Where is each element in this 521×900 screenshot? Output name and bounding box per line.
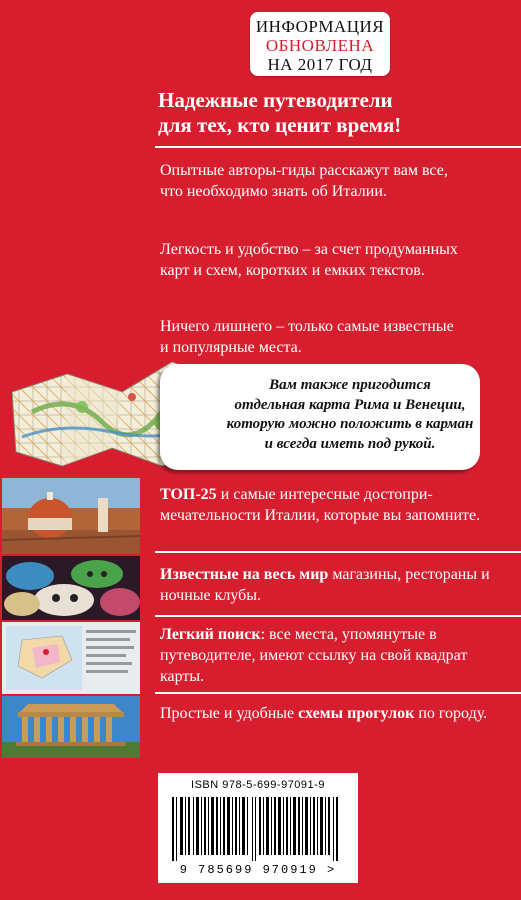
- divider-line: [155, 146, 521, 148]
- paragraph-ease: Легкость и удобство – за счет продуманных карт и схем, коротких и емких текстов.: [160, 241, 458, 279]
- greek-temple-photo: [2, 696, 140, 758]
- barcode-box: [158, 773, 358, 883]
- divider-line: [155, 551, 521, 553]
- feature-top25-bold: ТОП-25: [160, 486, 217, 503]
- badge-line-2: ОБНОВЛЕНА: [265, 36, 375, 55]
- feature-walking-routes-bold: схемы прогулок: [298, 705, 415, 722]
- map-callout: [160, 364, 480, 470]
- badge-line-3: НА 2017 ГОД: [267, 55, 373, 74]
- florence-cathedral-photo: [2, 478, 140, 554]
- feature-easy-search-bold: Легкий поиск: [160, 626, 261, 643]
- feature-easy-search: [160, 624, 510, 687]
- feature-walking-routes: [160, 703, 510, 724]
- callout-line-2: отдельная карта Рима и Венеции,: [234, 396, 466, 413]
- callout-line-3: которую можно положить в карман: [226, 416, 474, 432]
- feature-easy-search-text: : все места, упомянутые в путеводителе, имеют ссылку на свой квадрат карты.: [160, 626, 468, 685]
- divider-line: [155, 692, 521, 694]
- paragraph-essentials: Ничего лишнего – только самые известные и популярные места.: [160, 318, 454, 356]
- headline: [158, 88, 518, 138]
- callout-line-1: Вам также пригодится: [269, 377, 431, 393]
- info-update-badge: [250, 12, 390, 76]
- feature-world-famous: [160, 564, 510, 606]
- barcode-icon: [172, 797, 344, 861]
- feature-top25-text: и самые интересные достопри-мечательности Италии, которые вы запомните.: [160, 486, 481, 524]
- feature-walking-routes-text: по городу.: [414, 705, 488, 722]
- headline-line-2: для тех, кто ценит время!: [158, 113, 402, 137]
- divider-line: [155, 615, 521, 617]
- feature-world-famous-bold: Известные на весь мир: [160, 566, 329, 583]
- headline-line-1: Надежные путеводители: [158, 88, 393, 112]
- callout-text: [220, 376, 480, 454]
- barcode-digits: 9 785699 970919 >: [179, 863, 337, 877]
- feature-top25: [160, 484, 510, 526]
- badge-line-1: ИНФОРМАЦИЯ: [255, 17, 385, 36]
- feature-world-famous-text: магазины, рестораны и ночные клубы.: [160, 566, 490, 604]
- guide-map-page-photo: [2, 622, 140, 694]
- isbn-text: ISBN 978-5-699-97091-9: [191, 779, 325, 791]
- carnival-masks-photo: [2, 556, 140, 620]
- callout-line-4: и всегда иметь под рукой.: [264, 435, 436, 452]
- paragraph-authors: Опытные авторы-гиды расскажут вам все, что необходимо знать об Италии.: [160, 162, 448, 200]
- feature-walking-routes-pre: Простые и удобные: [160, 705, 299, 722]
